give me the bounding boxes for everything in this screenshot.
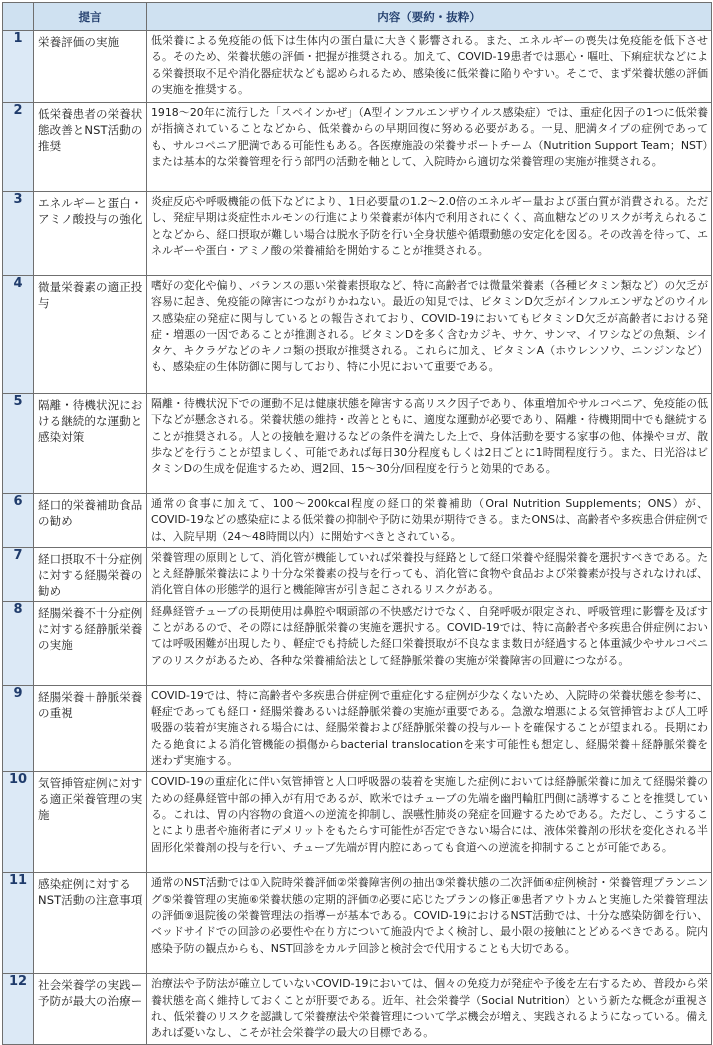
table-row [3,192,712,276]
proposal-title: 低栄養患者の栄養状態改善とNST活動の推奨 [34,103,147,192]
proposal-title: 経腸栄養＋静脈栄養の重視 [34,685,147,771]
row-number: 9 [3,685,34,771]
proposal-content: 低栄養による免疫能の低下は生体内の蛋白量に大きく影響される。また、エネルギーの喪失は免疫能を低下させる。そのため、栄養状態の評価・把握が推奨される。加えて、COVID-19患者では悪心・嘔吐、下痢症状などによる栄養摂取不足や消化器症状なども認められるため、感染後に低栄養に陥りやすい。そこで、まず栄養状態の評価の実施を推奨する。 [147,31,712,103]
row-number: 5 [3,394,34,494]
proposal-title: エネルギーと蛋白・アミノ酸投与の強化 [34,192,147,276]
proposal-title: 気管挿管症例に対する適正栄養管理の実施 [34,772,147,873]
proposal-content: COVID-19の重症化に伴い気管挿管と人口呼吸器の装着を実施した症例においては経静脈栄養に加えて経腸栄養のための経鼻経管中部の挿入が有用であるが、欧米ではチューブの先端を幽門輪肛門側に誘導することを推奨している。これは、胃の内容物の食道への逆流を抑制し、誤嚥性肺炎の発症を回避するためである。ただし、こうすることにより患者や施術者にデメリットをもたらす可能性が否定できない場合には、液体栄養剤の形状を変化される半固形化栄養剤の投与を行い、チューブ先端が胃内腔にあっても食道への逆流を抑制することが可能である。 [147,772,712,873]
row-number: 3 [3,192,34,276]
row-number: 8 [3,601,34,685]
table-header-row [3,3,712,31]
proposal-content: 治療法や予防法が確立していないCOVID-19においては、個々の免疫力が発症や予後を左右するため、普段から栄養状態を高く維持しておくことが肝要である。近年、社会栄養学（Social Nutrition）という新たな概念が重視され、低栄養のリスクを認識して栄養療法や栄養管理について学ぶ機会が増え、実践されるようになっている。備えあれば憂いなし、こそが社会栄養学の最大の目標である。 [147,974,712,1044]
header-content: 内容（要約・抜粋） [147,3,712,31]
proposal-content: COVID-19では、特に高齢者や多疾患合併症例で重症化する症例が少なくないため、入院時の栄養状態を参考に、軽症であっても経口・経腸栄養あるいは経静脈栄養の実施が重要である。急激な増悪による気管挿管および人工呼吸器の装着が実施される場合には、経腸栄養および経静脈栄養の投与ルートを確保することが望まれる。長期にわたる絶食による消化管機能の損傷からbacterial translocationを来す可能性も想定し、経腸栄養＋経静脈栄養を迷わず実施する。 [147,685,712,771]
proposal-content: 通常のNST活動では①入院時栄養評価②栄養障害例の抽出③栄養状態の二次評価④症例検討・栄養管理プランニング⑤栄養管理の実施⑥栄養状態の定期的評価⑦必要に応じたプランの修正⑧患者アウトカムと実施した栄養管理法の評価⑨退院後の栄養管理法の指導ーが基本である。COVID-19におけるNST活動では、十分な感染防御を行い、ベッドサイドでの回診の必要性や在り方について施設内でよく検討し、最小限の接触にとどめるべきである。院内感染予防の観点からも、NST回診をカルテ回診と検討会で代用することも大切である。 [147,873,712,974]
proposal-title: 経口的栄養補助食品の勧め [34,494,147,548]
table-row [3,547,712,601]
proposal-content: 1918〜20年に流行した「スペインかぜ」（A型インフルエンザウイルス感染症）では、重症化因子の1つに低栄養が指摘されていることなどから、低栄養からの早期回復に努める必要がある。一見、肥満タイプの症例であっても、サルコペニア肥満である可能性もある。各医療施設の栄養サポートチーム（Nutrition Support Team；NST）または基本的な栄養管理を行う部門の活動を軸として、入院時から適切な栄養管理の実施が推奨される。 [147,103,712,192]
row-number: 12 [3,974,34,1044]
row-number: 2 [3,103,34,192]
table-row [3,276,712,394]
row-number: 10 [3,772,34,873]
table-row [3,772,712,873]
row-number: 11 [3,873,34,974]
proposal-title: 感染症例に対するNST活動の注意事項 [34,873,147,974]
row-number: 4 [3,276,34,394]
row-number: 7 [3,547,34,601]
header-proposal: 提言 [34,3,147,31]
row-number: 6 [3,494,34,548]
row-number: 1 [3,31,34,103]
proposal-content: 栄養管理の原則として、消化管が機能していれば栄養投与経路として経口栄養や経腸栄養を選択すべきである。たとえ経静脈栄養法により十分な栄養素の投与を行っても、消化管に食物や食品および栄養素が投与されなければ、消化管自体の形態学的退行と機能障害が引き起こされるリスクがある。 [147,547,712,601]
proposal-title: 隔離・待機状況における継続的な運動と感染対策 [34,394,147,494]
table-row [3,601,712,685]
proposal-title: 経口摂取不十分症例に対する経腸栄養の勧め [34,547,147,601]
table-row [3,31,712,103]
table-row [3,873,712,974]
proposal-title: 社会栄養学の実践ー予防が最大の治療ー [34,974,147,1044]
proposal-content: 経鼻経管チューブの長期使用は鼻腔や咽頭部の不快感だけでなく、自発呼吸が限定され、呼吸管理に影響を及ぼすことがあるので、その際には経静脈栄養の実施を選択する。COVID-19では、特に高齢者や多疾患合併症例においては呼吸困難が出現したり、軽症でも持続した経口栄養摂取が不良なまま数日が経過すると体重減少やサルコペニアのリスクがあるため、各种な栄養補給法として経静脈栄養の実施が栄養障害の回避につながる。 [147,601,712,685]
proposals-table [2,2,712,1045]
table-body [3,31,712,1045]
proposal-content: 通常の食事に加えて、100〜200kcal程度の経口的栄養補助（Oral Nutrition Supplements；ONS）が、COVID-19などの感染症による低栄養の抑制や予防に効果が期待できる。またONSは、高齢者や多疾患合併症例では、入院早期（24〜48時間以内）に開始すべきとされている。 [147,494,712,548]
table-row [3,685,712,771]
header-number-cell [3,3,34,31]
proposal-content: 隔離・待機状況下での運動不足は健康状態を障害する高リスク因子であり、体重増加やサルコペニア、免疫能の低下などが懸念される。栄養状態の維持・改善とともに、適度な運動が必要であり、隔離・待機期間中でも継続することが推奨される。人との接触を避けるなどの条件を満たした上で、身体活動を要する家事の他、体操やヨガ、散歩などを行うことが望ましく、可能であれば毎日30分程度もしくは2日ごとに1時間程度行う。また、日光浴はビタミンDの生成を促進するため、週2回、15〜30分/回程度を行うと効果的である。 [147,394,712,494]
table-row [3,974,712,1044]
table-row [3,394,712,494]
table-row [3,103,712,192]
proposal-title: 栄養評価の実施 [34,31,147,103]
proposal-content: 嗜好の変化や偏り、バランスの悪い栄養素摂取など、特に高齢者では微量栄養素（各種ビタミン類など）の欠乏が容易に起き、免疫能の障害につながりかねない。最近の知見では、ビタミンD欠乏がインフルエンザなどのウイルス感染症の発症に関与しているとの報告されており、COVID-19においてもビタミンD欠乏が高齢者における発症・増悪の一因であることが推測される。ビタミンDを多く含むカジキ、サケ、サンマ、イワシなどの魚類、シイタケ、キクラゲなどのキノコ類の摂取が推奨される。これらに加え、ビタミンA（ホウレンソウ、ニンジンなど）も、感染症の生体防御に関与しており、特に小児において重要である。 [147,276,712,394]
proposal-title: 経腸栄養不十分症例に対する経静脈栄養の実施 [34,601,147,685]
proposal-title: 微量栄養素の適正投与 [34,276,147,394]
table-row [3,494,712,548]
proposal-content: 炎症反応や呼吸機能の低下などにより、1日必要量の1.2〜2.0倍のエネルギー量および蛋白質が消費される。ただし、発症早期は炎症性ホルモンの行進により栄養素が体内で利用されにくく、高血糖などのリスクが考えられることなどから、経口摂取が難しい場合は脱水予防を行い全身状態や循環動態の安定化を図る。その改善を待って、エネルギーや蛋白・アミノ酸の栄養補給を開始することが推奨される。 [147,192,712,276]
